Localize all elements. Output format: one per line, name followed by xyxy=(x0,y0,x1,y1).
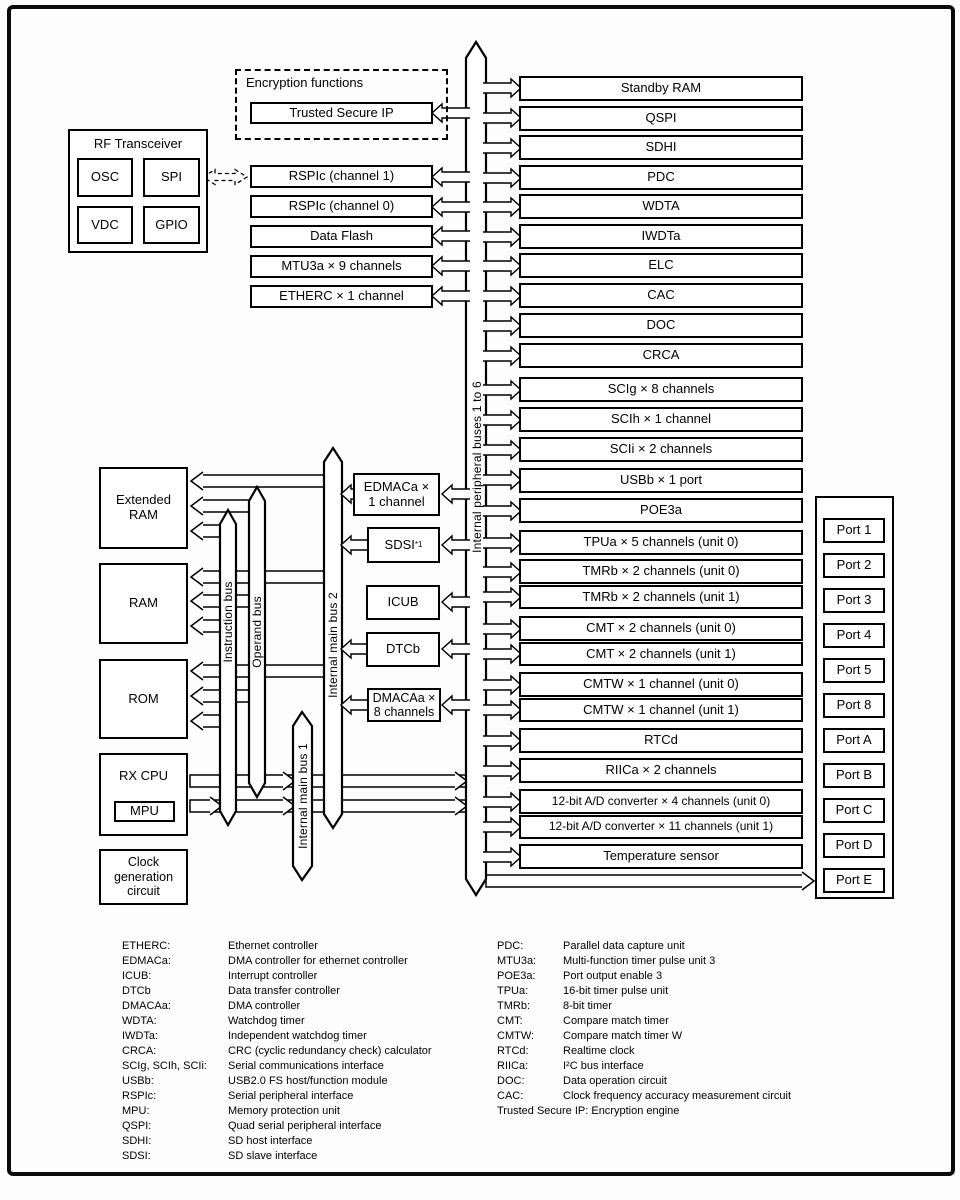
block-cac: CAC xyxy=(519,283,803,308)
block-sdhi: SDHI xyxy=(519,135,803,160)
legend-row: RSPIc: Serial peripheral interface xyxy=(122,1090,354,1102)
block-trusted-secure-ip: Trusted Secure IP xyxy=(250,102,433,124)
block-port-b: Port B xyxy=(823,763,885,788)
block-scih: SCIh × 1 channel xyxy=(519,407,803,432)
block-ram: RAM xyxy=(99,563,188,644)
block-sdsi xyxy=(367,527,440,563)
block-spi: SPI xyxy=(143,158,200,197)
block-elc: ELC xyxy=(519,253,803,278)
block-doc: DOC xyxy=(519,313,803,338)
block-port-d: Port D xyxy=(823,833,885,858)
block-port-a: Port A xyxy=(823,728,885,753)
legend-row: RTCd: Realtime clock xyxy=(497,1045,635,1057)
block-tpua: TPUa × 5 channels (unit 0) xyxy=(519,530,803,555)
block-scii: SCIi × 2 channels xyxy=(519,437,803,462)
instruction-bus-label: Instruction bus xyxy=(221,581,235,663)
legend-row: CMTW: Compare match timer W xyxy=(497,1030,683,1042)
block-cmtw-unit1: CMTW × 1 channel (unit 1) xyxy=(519,698,803,722)
block-rtcd: RTCd xyxy=(519,728,803,753)
rf-transceiver-title: RF Transceiver xyxy=(93,136,183,151)
block-adc-unit1: 12-bit A/D converter × 11 channels (unit 1) xyxy=(519,815,803,839)
edmaca-line2: 1 channel xyxy=(368,493,425,509)
block-icub: ICUB xyxy=(366,585,440,620)
legend-row: WDTA: Watchdog timer xyxy=(122,1015,305,1027)
legend-row: RIICa: I²C bus interface xyxy=(497,1060,644,1072)
block-dmacaa xyxy=(367,688,441,722)
block-cmt-unit1: CMT × 2 channels (unit 1) xyxy=(519,642,803,666)
legend-row: SDSI: SD slave interface xyxy=(122,1150,318,1162)
block-temperature-sensor: Temperature sensor xyxy=(519,844,803,869)
block-clock-generation: Clock generation circuit xyxy=(99,849,188,905)
legend-row: DTCb Data transfer controller xyxy=(122,985,340,997)
block-wdta: WDTA xyxy=(519,194,803,219)
block-crca: CRCA xyxy=(519,343,803,368)
block-port-8: Port 8 xyxy=(823,693,885,718)
legend-row: PDC: Parallel data capture unit xyxy=(497,940,685,952)
legend-row: USBb: USB2.0 FS host/function module xyxy=(122,1075,388,1087)
block-qspi: QSPI xyxy=(519,106,803,131)
block-etherc: ETHERC × 1 channel xyxy=(250,285,433,308)
legend-row: ICUB: Interrupt controller xyxy=(122,970,318,982)
block-mtu3a: MTU3a × 9 channels xyxy=(250,255,433,278)
block-extended-ram: Extended RAM xyxy=(99,467,188,549)
legend-row: TMRb: 8-bit timer xyxy=(497,1000,612,1012)
dmacaa-line2: 8 channels xyxy=(373,705,435,719)
sdsi-label: SDSI xyxy=(384,536,415,552)
legend-row: DOC: Data operation circuit xyxy=(497,1075,667,1087)
block-port-e: Port E xyxy=(823,868,885,893)
block-vdc: VDC xyxy=(77,206,133,244)
block-rom: ROM xyxy=(99,659,188,739)
legend-row: CMT: Compare match timer xyxy=(497,1015,669,1027)
legend-left-column xyxy=(122,939,432,1164)
block-tmrb-unit1: TMRb × 2 channels (unit 1) xyxy=(519,585,803,609)
legend-row: TPUa: 16-bit timer pulse unit xyxy=(497,985,669,997)
legend-row: MTU3a: Multi-function timer pulse unit 3 xyxy=(497,955,716,967)
internal-main-bus2-label: Internal main bus 2 xyxy=(326,592,340,698)
block-edmaca xyxy=(353,473,440,516)
operand-bus-label: Operand bus xyxy=(250,596,264,668)
block-mpu: MPU xyxy=(114,801,175,822)
block-poe3a: POE3a xyxy=(519,498,803,523)
block-port-1: Port 1 xyxy=(823,518,885,543)
block-iwdta: IWDTa xyxy=(519,224,803,249)
legend-row: CAC: Clock frequency accuracy measurement circuit xyxy=(497,1090,792,1102)
block-riica: RIICa × 2 channels xyxy=(519,758,803,783)
legend-row: DMACAa: DMA controller xyxy=(122,1000,301,1012)
sdsi-footnote: *1 xyxy=(414,540,423,550)
legend-row: POE3a: Port output enable 3 xyxy=(497,970,663,982)
internal-main-bus1-label: Internal main bus 1 xyxy=(296,743,310,849)
block-dtcb: DTCb xyxy=(366,632,440,667)
block-port-3: Port 3 xyxy=(823,588,885,613)
legend-row: MPU: Memory protection unit xyxy=(122,1105,340,1117)
legend-right-column xyxy=(497,939,791,1119)
block-osc: OSC xyxy=(77,158,133,197)
dmacaa-line1: DMACAa × xyxy=(372,690,436,705)
legend-row: EDMACa: DMA controller for ethernet controller xyxy=(122,955,408,967)
block-tmrb-unit0: TMRb × 2 channels (unit 0) xyxy=(519,559,803,584)
legend-row: IWDTa: Independent watchdog timer xyxy=(122,1030,367,1042)
legend-row-trusted-secure-ip: Trusted Secure IP: Encryption engine xyxy=(497,1105,680,1117)
block-port-c: Port C xyxy=(823,798,885,823)
block-pdc: PDC xyxy=(519,165,803,190)
block-usbb: USBb × 1 port xyxy=(519,468,803,493)
block-adc-unit0: 12-bit A/D converter × 4 channels (unit 0) xyxy=(519,789,803,814)
block-scig: SCIg × 8 channels xyxy=(519,377,803,402)
block-standby-ram: Standby RAM xyxy=(519,76,803,101)
encryption-functions-title: Encryption functions xyxy=(246,75,364,90)
block-port-4: Port 4 xyxy=(823,623,885,648)
legend-row: ETHERC: Ethernet controller xyxy=(122,940,318,952)
block-port-2: Port 2 xyxy=(823,553,885,578)
block-data-flash: Data Flash xyxy=(250,225,433,248)
legend-row: QSPI: Quad serial peripheral interface xyxy=(122,1120,382,1132)
block-rspic-ch1: RSPIc (channel 1) xyxy=(250,165,433,188)
block-port-5: Port 5 xyxy=(823,658,885,683)
block-rspic-ch0: RSPIc (channel 0) xyxy=(250,195,433,218)
block-gpio: GPIO xyxy=(143,206,200,244)
block-cmt-unit0: CMT × 2 channels (unit 0) xyxy=(519,616,803,641)
internal-peripheral-buses-label: Internal peripheral buses 1 to 6 xyxy=(470,381,484,553)
edmaca-line1: EDMACa × xyxy=(363,478,430,494)
legend-row: CRCA: CRC (cyclic redundancy check) calculator xyxy=(122,1045,432,1057)
legend-row: SCIg, SCIh, SCIi: Serial communications interface xyxy=(122,1060,384,1072)
block-rx-cpu xyxy=(99,753,188,836)
block-cmtw-unit0: CMTW × 1 channel (unit 0) xyxy=(519,672,803,697)
rx-cpu-label: RX CPU xyxy=(118,768,169,783)
legend-row: SDHI: SD host interface xyxy=(122,1135,313,1147)
